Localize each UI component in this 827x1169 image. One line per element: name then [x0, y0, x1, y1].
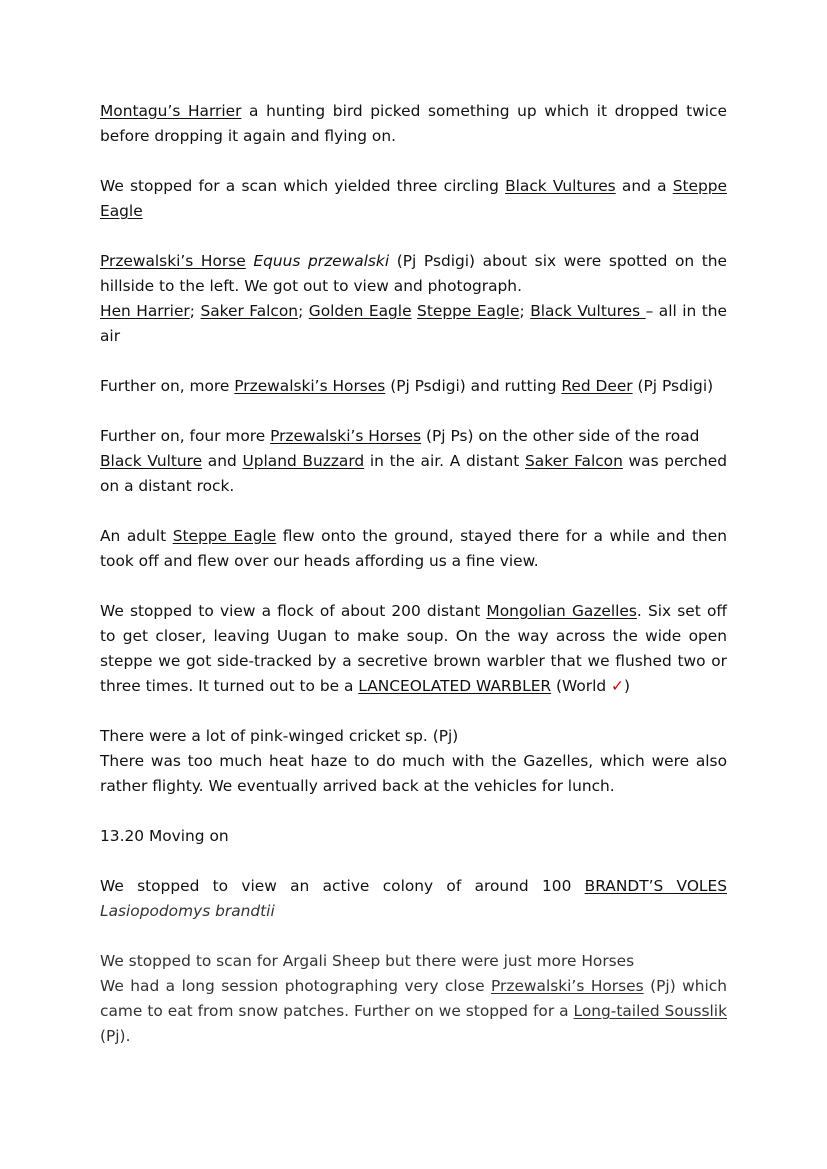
species-name: Steppe Eagle [417, 302, 520, 320]
body-text: We stopped for a scan which yielded three circling [100, 177, 506, 195]
document-page [100, 99, 727, 1074]
paragraph-time: 13.20 Moving on [100, 827, 229, 845]
text-line: We stopped to scan for Argali Sheep but there were just more Horses [100, 952, 635, 970]
species-name: Upland Buzzard [242, 452, 365, 470]
species-name: Black Vultures [530, 302, 646, 320]
species-name: Przewalski’s Horses [270, 427, 422, 445]
species-name: Steppe Eagle [172, 527, 277, 545]
body-text: and a [615, 177, 673, 195]
text-line: There were a lot of pink-winged cricket sp. (Pj) [100, 727, 459, 745]
text-line: Further on, four more Przewalski’s Horses (Pj Ps) on the other side of the road [100, 427, 700, 445]
body-text: a hunting bird picked something up which it dropped twice before dropping it again and flying on. [100, 102, 727, 145]
paragraph-harrier [100, 99, 727, 149]
species-name: Steppe Eagle [100, 177, 727, 220]
species-name: BRANDT’S VOLES [584, 877, 727, 895]
text-line: We stopped to view an active colony of around 100 BRANDT’S VOLES [100, 877, 727, 895]
species-name: Long-tailed Sousslik [573, 1002, 727, 1020]
species-name: Hen Harrier [100, 302, 190, 320]
paragraph-four-horses: Further on, four more Przewalski’s Horses (Pj Ps) on the other side of the road Black Vulture and Upland Buzzard in the air. A distant Saker Falcon was perched on a distant rock. [100, 424, 727, 499]
species-name: Golden Eagle [308, 302, 412, 320]
body-text: (Pj Psdigi) about six were spotted on the hillside to the left. We got out to view and photograph. [100, 252, 727, 295]
species-name: LANCEOLATED WARBLER [358, 677, 552, 695]
paragraph-steppe-eagle: An adult Steppe Eagle flew onto the ground, stayed there for a while and then took off and flew over our heads affording us a fine view. [100, 527, 727, 570]
paragraph-argali: We stopped to scan for Argali Sheep but there were just more Horses We had a long session photographing very close Przewalski’s Horses (Pj) which came to eat from snow patches. Further on we stopped for a Long-tailed Sousslik (Pj). [100, 949, 727, 1049]
species-name: Black Vulture [100, 452, 203, 470]
scientific-name: Equus przewalski [253, 252, 390, 270]
scientific-name: Lasiopodomys brandtii [100, 902, 275, 920]
paragraph-scan [100, 174, 727, 224]
species-name: Saker Falcon [200, 302, 299, 320]
body-text: There was too much heat haze to do much with the Gazelles, which were also rather flighty. We eventually arrived back at the vehicles for lunch. [100, 752, 727, 795]
paragraph-raptors: Hen Harrier; Saker Falcon; Golden Eagle Steppe Eagle; Black Vultures – all in the air [100, 302, 728, 345]
species-name: Przewalski’s Horse [100, 252, 246, 270]
body-text: – all in the air [100, 302, 728, 345]
species-name: Red Deer [561, 377, 633, 395]
checkmark-icon: ✓ [611, 677, 624, 695]
species-name: Montagu’s Harrier [100, 102, 242, 120]
paragraph-voles [100, 874, 727, 924]
paragraph-horse [100, 249, 727, 299]
species-name: Przewalski’s Horses [491, 977, 644, 995]
paragraph-cricket [100, 724, 727, 799]
paragraph-red-deer: Further on, more Przewalski’s Horses (Pj Psdigi) and rutting Red Deer (Pj Psdigi) [100, 377, 714, 395]
species-name: Mongolian Gazelles [486, 602, 637, 620]
species-name: Saker Falcon [525, 452, 623, 470]
paragraph-gazelles: We stopped to view a flock of about 200 distant Mongolian Gazelles. Six set off to get closer, leaving Uugan to make soup. On the way across the wide open steppe we got side-tracked by a secretive brown warbler that we flushed two or three times. It turned out to be a LANCEOLATED WARBLER (World ✓) [100, 602, 727, 695]
species-name: Black Vultures [505, 177, 616, 195]
species-name: Przewalski’s Horses [234, 377, 386, 395]
